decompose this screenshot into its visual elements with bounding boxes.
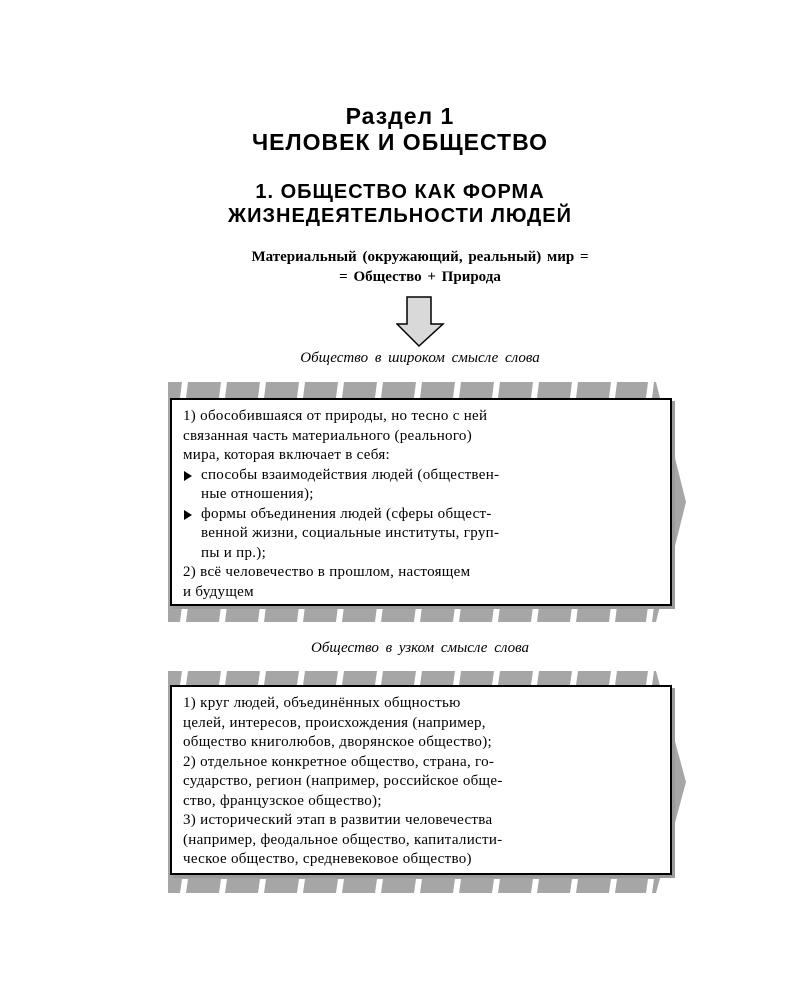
section-title: ЧЕЛОВЕК И ОБЩЕСТВО xyxy=(251,129,549,155)
text-line: и будущем xyxy=(183,583,254,600)
broad-sense-definition-box xyxy=(170,398,672,606)
text-line: общество книголюбов, дворянское общество); xyxy=(183,734,492,750)
text-line: (например, феодальное общество, капиталисти- xyxy=(183,831,503,848)
text-line: ство, французское общество); xyxy=(183,792,382,809)
triangle-bullet-icon xyxy=(184,510,192,520)
formula-line1: Материальный (окружающий, реальный) мир = xyxy=(251,249,589,265)
down-arrow-icon xyxy=(396,296,446,348)
triangle-bullet-icon xyxy=(184,471,192,481)
narrow-sense-caption: Общество в узком смысле слова xyxy=(310,640,529,656)
text-line: мира, которая включает в себя: xyxy=(183,447,390,463)
text-line: ческое общество, средневековое общество) xyxy=(183,851,472,867)
text-line: 2) отдельное конкретное общество, страна, го- xyxy=(183,753,495,770)
chapter-title-line1: 1. ОБЩЕСТВО КАК ФОРМА xyxy=(255,181,545,203)
text-line: пы и пр.); xyxy=(201,544,267,561)
text-line: формы объединения людей (сферы общест- xyxy=(201,505,492,522)
broad-sense-caption: Общество в широком смысле слова xyxy=(300,350,540,366)
text-line: 1) обособившаяся от природы, но тесно с ней xyxy=(183,408,488,424)
text-line: целей, интересов, происхождения (например, xyxy=(183,714,486,731)
text-line: связанная часть материального (реального) xyxy=(183,427,473,444)
text-line: 1) круг людей, объединённых общностью xyxy=(183,695,461,711)
formula-line2: = Общество + Природа xyxy=(339,269,501,285)
text-line: ные отношения); xyxy=(201,486,314,502)
bullet-item-forms xyxy=(183,505,660,525)
bullet-item-interaction xyxy=(183,466,660,486)
text-line: сударство, регион (например, российское обще- xyxy=(183,773,503,789)
text-line: 2) всё человечество в прошлом, настоящем xyxy=(183,564,471,580)
text-line: венной жизни, социальные институты, груп- xyxy=(201,525,500,541)
text-line: способы взаимодействия людей (обществен- xyxy=(201,466,500,483)
narrow-sense-definition-box xyxy=(170,685,672,875)
chapter-title-line2: ЖИЗНЕДЕЯТЕЛЬНОСТИ ЛЮДЕЙ xyxy=(228,205,572,227)
text-line: 3) исторический этап в развитии человечества xyxy=(183,812,493,828)
section-label: Раздел 1 xyxy=(345,103,455,129)
